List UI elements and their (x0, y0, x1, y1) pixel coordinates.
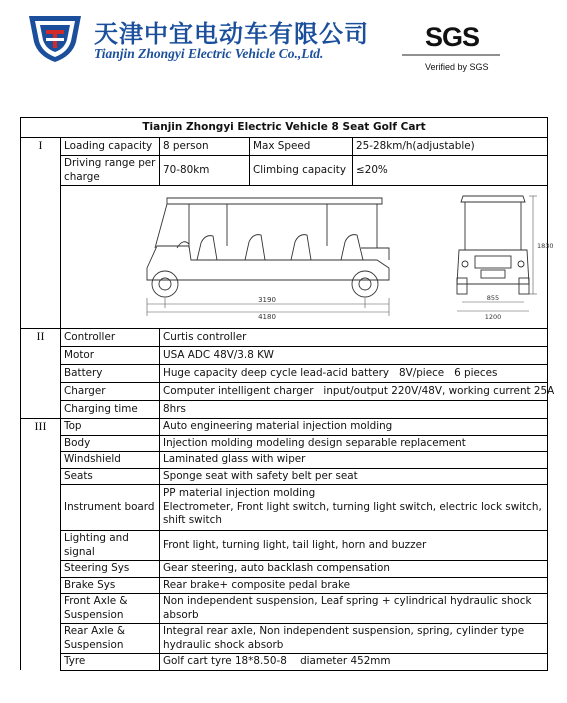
spec-label (61, 594, 160, 624)
spec-value: Rear brake+ composite pedal brake (160, 577, 548, 594)
spec-value (160, 485, 548, 531)
spec-value: ≤20% (353, 156, 548, 186)
value-line: Integral rear axle, Non independent suspension, spring, cylinder type (163, 625, 525, 638)
spec-label: Body (61, 435, 160, 452)
spec-label: Top (61, 419, 160, 436)
golf-cart-side-view (127, 188, 427, 324)
side-dim-inner: 3190 (258, 296, 276, 305)
spec-value: 8 person (160, 138, 250, 156)
spec-value: Sponge seat with safety belt per seat (160, 468, 548, 485)
company-logo (26, 12, 84, 64)
spec-label: Brake Sys (61, 577, 160, 594)
label-line: Suspension (64, 638, 124, 651)
spec-value: Front light, turning light, tail light, horn and buzzer (160, 531, 548, 561)
spec-label: Battery (61, 365, 160, 383)
spec-label: Tyre (61, 654, 160, 671)
spec-label: Charger (61, 383, 160, 401)
spec-label (61, 531, 160, 561)
letterhead (0, 0, 567, 80)
spec-label (61, 624, 160, 654)
spec-label: Motor (61, 347, 160, 365)
spec-label: Loading capacity (61, 138, 160, 156)
sgs-verified-text: Verified by SGS (425, 62, 489, 72)
spec-table (20, 117, 555, 671)
company-name-english: Tianjin Zhongyi Electric Vehicle Co.,Ltd. (94, 46, 324, 61)
spec-value: Injection molding modeling design separable replacement (160, 435, 548, 452)
spec-value: Computer intelligent charger input/output 220V/48V, working current 25A (160, 383, 548, 401)
spec-label: Instrument board (61, 485, 160, 531)
spec-value: Non independent suspension, Leaf spring + cylindrical hydraulic shock absorb (160, 594, 548, 624)
spec-value: 70-80km (160, 156, 250, 186)
spec-value: Curtis controller (160, 329, 548, 347)
spec-label: Driving range per charge (61, 156, 160, 186)
value-line: Electrometer, Front light switch, turning light switch, electric lock switch, (163, 500, 542, 513)
spec-value: 25-28km/h(adjustable) (353, 138, 548, 156)
company-name-chinese: 天津中宜电动车有限公司 (94, 20, 369, 48)
spec-label: Seats (61, 468, 160, 485)
front-height-dim: 1830 (537, 242, 554, 251)
sgs-logo: SGS (425, 22, 480, 52)
spec-value: Golf cart tyre 18*8.50-8 diameter 452mm (160, 654, 548, 671)
spec-value: Laminated glass with wiper (160, 452, 548, 469)
spec-label: Climbing capacity (250, 156, 353, 186)
golf-cart-front-view (441, 188, 554, 324)
value-line: shift switch (163, 514, 222, 527)
spec-value: Gear steering, auto backlash compensation (160, 561, 548, 578)
front-track-dim: 855 (486, 294, 500, 303)
spec-label: Max Speed (250, 138, 353, 156)
spec-value (160, 624, 548, 654)
spec-label: Controller (61, 329, 160, 347)
spec-label: Charging time (61, 401, 160, 419)
sgs-underline (402, 52, 502, 60)
spec-value: Auto engineering material injection molding (160, 419, 548, 436)
label-line: Lighting and (64, 532, 129, 545)
label-line: Suspension (64, 608, 124, 621)
value-line: hydraulic shock absorb (163, 638, 284, 651)
spec-value: 8hrs (160, 401, 548, 419)
spec-label: Windshield (61, 452, 160, 469)
label-line: Rear Axle & (64, 625, 126, 638)
section-number-1: I (21, 138, 61, 329)
spec-label: Steering Sys (61, 561, 160, 578)
label-line: Front Axle & (64, 595, 128, 608)
front-width-dim: 1200 (484, 313, 502, 322)
section-number-3: III (21, 419, 61, 671)
value-line: PP material injection molding (163, 487, 316, 500)
spec-value: USA ADC 48V/3.8 KW (160, 347, 548, 365)
section-number-2: II (21, 329, 61, 419)
side-dim-outer: 4180 (258, 313, 276, 322)
label-line: signal (64, 545, 95, 558)
golf-cart-drawing-cell (61, 186, 554, 329)
table-title: Tianjin Zhongyi Electric Vehicle 8 Seat Golf Cart (21, 118, 548, 138)
spec-value: Huge capacity deep cycle lead-acid battery 8V/piece 6 pieces (160, 365, 548, 383)
